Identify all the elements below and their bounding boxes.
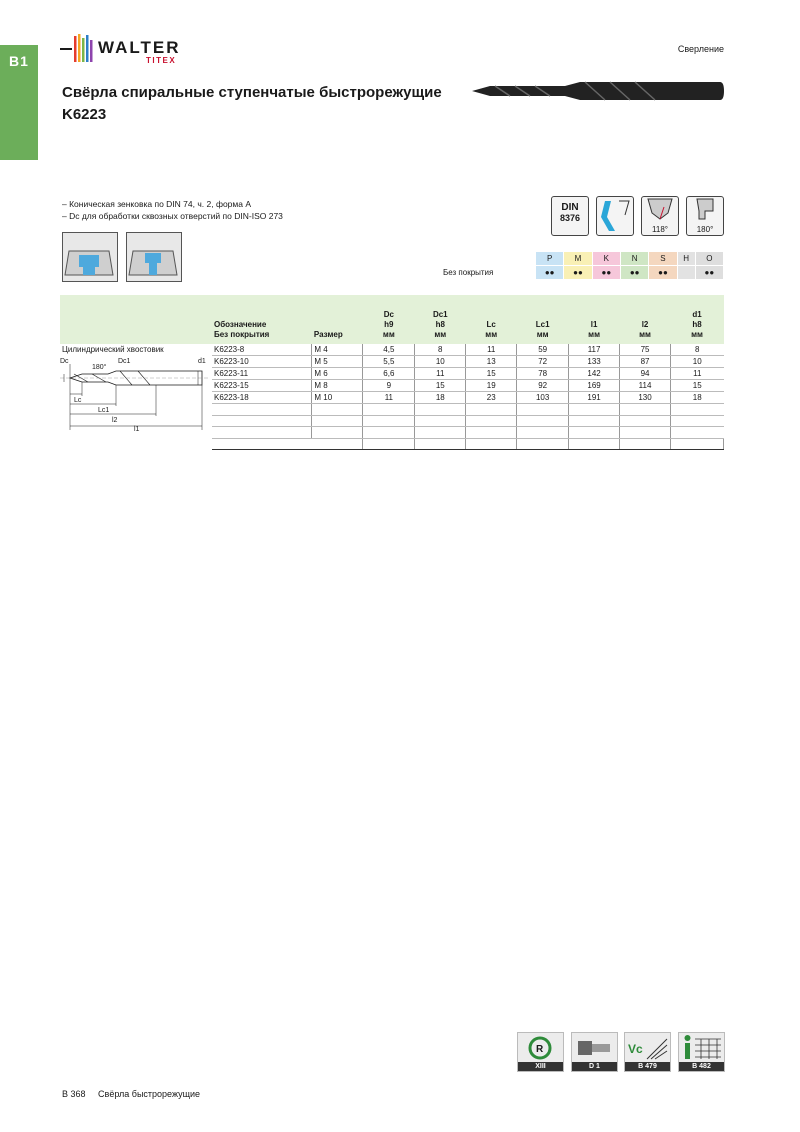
drill-product-image <box>470 78 725 104</box>
rating-h <box>677 266 695 280</box>
cell-lc1: 78 <box>517 368 569 380</box>
walter-titex-logo <box>60 32 200 68</box>
drawing-label-l1: l1 <box>134 425 140 433</box>
cell-designation: K6223-11 <box>212 368 312 380</box>
material-h: H <box>677 252 695 266</box>
cell-dc: 5,5 <box>363 356 415 368</box>
cell-lc1: 59 <box>517 344 569 356</box>
page-number: B 368 <box>62 1089 86 1099</box>
cell-l2: 87 <box>620 356 671 368</box>
note-item: – Dᴄ для обработки сквозных отверстий по DIN-ISO 273 <box>62 211 283 221</box>
note-item: – Коническая зенковка по DIN 74, ч. 2, форма A <box>62 199 252 209</box>
drawing-label-angle: 180° <box>92 363 107 371</box>
footer-text: Свёрла быстрорежущие <box>98 1089 201 1099</box>
cell-dc1: 11 <box>415 368 466 380</box>
cell-dc1: 10 <box>415 356 466 368</box>
svg-text:R: R <box>536 1044 544 1055</box>
rating-o: ●● <box>695 266 723 280</box>
drawing-label-l2: l2 <box>112 416 118 424</box>
cell-size: M 10 <box>312 392 363 404</box>
din-standard-icon: DIN 8376 <box>551 196 589 236</box>
point-angle-180-icon: 180° <box>686 196 724 236</box>
cell-size: M 5 <box>312 356 363 368</box>
cell-lc: 19 <box>466 380 517 392</box>
material-k: K <box>592 252 620 266</box>
brand-name: WALTER <box>98 38 181 57</box>
cell-lc: 13 <box>466 356 517 368</box>
cell-lc1: 92 <box>517 380 569 392</box>
material-n: N <box>620 252 648 266</box>
coating-label: Без покрытия <box>441 266 536 280</box>
header-dc: Dc h9 мм <box>363 295 415 344</box>
cell-dc: 9 <box>363 380 415 392</box>
info-table-icon[interactable]: B 482 <box>678 1032 725 1072</box>
cell-designation: K6223-18 <box>212 392 312 404</box>
cell-dc1: 8 <box>415 344 466 356</box>
header-lc1: Lc1 мм <box>517 295 569 344</box>
clamping-reference-icon[interactable]: D 1 <box>571 1032 618 1072</box>
cell-d1: 10 <box>671 356 724 368</box>
cell-size: M 6 <box>312 368 363 380</box>
drawing-label-lc1: Lc1 <box>98 406 110 414</box>
header-designation: Обозначение Без покрытия <box>212 295 312 344</box>
header-dc1: Dc1 h8 мм <box>415 295 466 344</box>
rating-n: ●● <box>620 266 648 280</box>
cell-lc: 15 <box>466 368 517 380</box>
cell-l1: 142 <box>569 368 620 380</box>
material-s: S <box>649 252 677 266</box>
product-table <box>60 295 724 450</box>
counterbore-application-icon <box>62 232 118 282</box>
cell-dc: 4,5 <box>363 344 415 356</box>
cell-dc: 11 <box>363 392 415 404</box>
cell-d1: 18 <box>671 392 724 404</box>
logo-mark-icon <box>60 32 100 66</box>
cell-l1: 117 <box>569 344 620 356</box>
rating-s: ●● <box>649 266 677 280</box>
header-size: Размер <box>312 295 363 344</box>
point-angle-118-icon: 118° <box>641 196 679 236</box>
cell-designation: K6223-15 <box>212 380 312 392</box>
cell-l2: 75 <box>620 344 671 356</box>
page-footer <box>62 1089 210 1099</box>
material-o: O <box>695 252 723 266</box>
title-line-2: K6223 <box>62 106 107 123</box>
header-d1: d1 h8 мм <box>671 295 724 344</box>
section-tab: B1 <box>0 45 38 160</box>
title-line-1: Свёрла спиральные ступенчатые быстрорежущие <box>62 84 442 101</box>
shank-label: Цилиндрический хвостовик <box>62 345 164 355</box>
table-row <box>60 344 724 356</box>
cell-lc1: 72 <box>517 356 569 368</box>
drawing-label-dc: Dc <box>60 357 69 365</box>
feature-notes <box>62 198 283 222</box>
regrind-service-icon[interactable]: R XIII <box>517 1032 564 1072</box>
header-lc: Lc мм <box>466 295 517 344</box>
rating-p: ●● <box>536 266 564 280</box>
cell-l2: 94 <box>620 368 671 380</box>
cell-designation: K6223-8 <box>212 344 312 356</box>
header-l2: l2 мм <box>620 295 671 344</box>
cell-size: M 8 <box>312 380 363 392</box>
rating-m: ●● <box>564 266 592 280</box>
table-row <box>60 356 724 368</box>
cell-lc: 11 <box>466 344 517 356</box>
cell-lc: 23 <box>466 392 517 404</box>
material-suitability-table <box>440 251 724 280</box>
section-title: Сверление <box>677 44 724 54</box>
rating-k: ●● <box>592 266 620 280</box>
drawing-label-d1: d1 <box>198 357 206 365</box>
cell-size: M 4 <box>312 344 363 356</box>
brand-sub: TITEX <box>146 56 177 65</box>
cell-dc: 6,6 <box>363 368 415 380</box>
cell-d1: 15 <box>671 380 724 392</box>
drawing-label-lc: Lc <box>74 396 82 404</box>
countersink-application-icon <box>126 232 182 282</box>
tool-property-icons <box>551 196 725 236</box>
cell-dc1: 18 <box>415 392 466 404</box>
page-title <box>62 82 482 126</box>
cutting-data-icon[interactable]: Vc B 479 <box>624 1032 671 1072</box>
dimension-drawing <box>60 356 212 450</box>
cell-lc1: 103 <box>517 392 569 404</box>
cell-designation: K6223-10 <box>212 356 312 368</box>
material-p: P <box>536 252 564 266</box>
drawing-label-dc1: Dc1 <box>118 357 131 365</box>
cell-l1: 133 <box>569 356 620 368</box>
cell-l2: 114 <box>620 380 671 392</box>
cell-l1: 191 <box>569 392 620 404</box>
svg-text:Vc: Vc <box>628 1042 643 1056</box>
cell-l1: 169 <box>569 380 620 392</box>
reference-icons <box>517 1032 725 1072</box>
cell-dc1: 15 <box>415 380 466 392</box>
cell-d1: 11 <box>671 368 724 380</box>
cell-d1: 8 <box>671 344 724 356</box>
header-l1: l1 мм <box>569 295 620 344</box>
cell-l2: 130 <box>620 392 671 404</box>
material-m: M <box>564 252 592 266</box>
helix-type-icon <box>596 196 634 236</box>
